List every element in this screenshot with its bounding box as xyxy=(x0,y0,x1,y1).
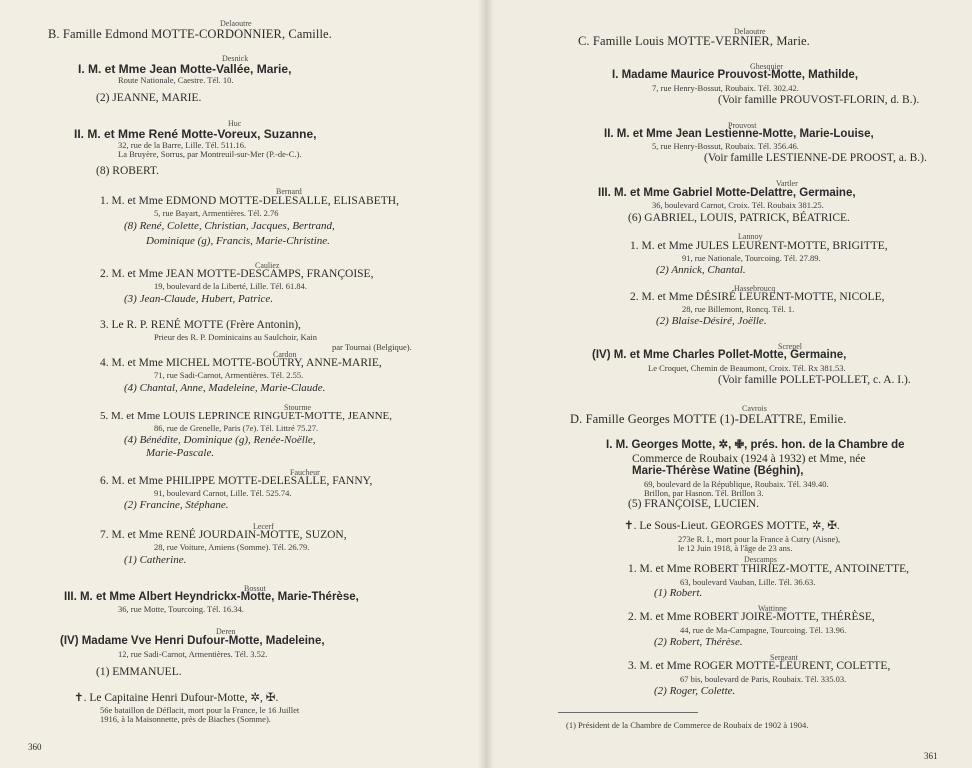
address: Route Nationale, Caestre. Tél. 10. xyxy=(118,75,234,85)
address: Prieur des R. P. Dominicains au Saulchoir, Kain xyxy=(154,332,318,342)
cross-reference: (Voir famille PROUVOST-FLORIN, d. B.). xyxy=(718,94,920,106)
memorial-note: le 12 Juin 1918, à l'âge de 23 ans. xyxy=(678,543,793,553)
address: 36, rue Motte, Tourcoing. Tél. 16.34. xyxy=(118,604,244,614)
address: Brillon, par Hasnon. Tél. Brillon 3. xyxy=(644,488,764,498)
children-list: (2) Francine, Stéphane. xyxy=(124,499,229,511)
household-name: 3. Le R. P. RENÉ MOTTE (Frère Antonin), xyxy=(100,319,301,331)
household-name: Commerce de Roubaix (1924 à 1932) et Mme, née xyxy=(632,453,866,465)
address: 36, boulevard Carnot, Croix. Tél. Roubaix 381.25. xyxy=(652,200,824,210)
household-name: 1. M. et Mme EDMOND MOTTE-DELESALLE, ELISABETH, xyxy=(100,195,399,207)
maiden-name: Stourme xyxy=(284,403,312,412)
household-name: 3. M. et Mme ROGER MOTTE-LEURENT, COLETTE, xyxy=(628,660,891,672)
address: 5, rue Bayart, Armentières. Tél. 2.76 xyxy=(154,208,279,218)
address: par Tournai (Belgique). xyxy=(332,342,412,352)
household-name: 4. M. et Mme MICHEL MOTTE-BOUTRY, ANNE-MARIE, xyxy=(100,357,382,369)
book-gutter xyxy=(478,0,494,768)
maiden-name: Screpel xyxy=(778,342,802,351)
address: 7, rue Henry-Bossut, Roubaix. Tél. 302.42. xyxy=(652,83,799,93)
footnote: (1) Président de la Chambre de Commerce de Roubaix de 1902 à 1904. xyxy=(566,720,809,730)
children-list: (2) Roger, Colette. xyxy=(654,685,736,697)
household-name: Marie-Thérèse Watine (Béghin), xyxy=(632,465,804,477)
children-list: (2) JEANNE, MARIE. xyxy=(96,92,202,104)
memorial-note: 273e R. I., mort pour la France à Cutry (Aisne), xyxy=(678,534,841,544)
maiden-name: Bossut xyxy=(244,584,266,593)
maiden-name: Faucheur xyxy=(290,468,320,477)
footnote-rule xyxy=(558,712,698,713)
address: 32, rue de la Barre, Lille. Tél. 511.16. xyxy=(118,140,247,150)
maiden-name: Lecerf xyxy=(253,522,274,531)
children-list: Marie-Pascale. xyxy=(146,447,215,459)
maiden-name: Wattinne xyxy=(758,604,787,613)
memorial-note: 56e bataillon de Déflacit, mort pour la France, le 16 Juillet xyxy=(100,705,300,715)
maiden-name: Descamps xyxy=(744,555,777,564)
maiden-name: Sergeant xyxy=(770,653,798,662)
children-list: (8) ROBERT. xyxy=(96,165,159,177)
household-name: I. Madame Maurice Prouvost-Motte, Mathilde, xyxy=(612,69,859,81)
page-number: 360 xyxy=(28,742,42,752)
household-name: 6. M. et Mme PHILIPPE MOTTE-DELESALLE, FANNY, xyxy=(100,475,373,487)
children-list: (1) Catherine. xyxy=(124,554,187,566)
address: Le Croquet, Chemin de Beaumont, Croix. Tél. Rx 381.53. xyxy=(648,363,846,373)
memorial-note: 1916, à la Maisonnette, près de Biaches (Somme). xyxy=(100,714,271,724)
maiden-name: Vartler xyxy=(776,179,798,188)
maiden-name: Delaoutre xyxy=(734,27,766,36)
address: 71, rue Sadi-Carnot, Armentières. Tél. 2.55. xyxy=(154,370,304,380)
address: 12, rue Sadi-Carnot, Armentières. Tél. 3.52. xyxy=(118,649,268,659)
maiden-name: Delaoutre xyxy=(220,19,252,28)
cross-reference: (Voir famille POLLET-POLLET, c. A. I.). xyxy=(718,374,911,386)
family-heading: C. Famille Louis MOTTE-VERNIER, Marie. xyxy=(578,34,810,48)
household-name: III. M. et Mme Gabriel Motte-Delattre, Germaine, xyxy=(598,187,856,199)
address: 5, rue Henry-Bossut, Roubaix. Tél. 356.46. xyxy=(652,141,799,151)
maiden-name: Cardon xyxy=(273,350,297,359)
maiden-name: Desnick xyxy=(222,54,249,63)
page-number: 361 xyxy=(924,751,938,761)
maiden-name: Lannoy xyxy=(738,232,763,241)
children-list: (2) Blaise-Désiré, Joëlle. xyxy=(656,315,767,327)
address: 28, rue Voiture, Amiens (Somme). Tél. 26.79. xyxy=(154,542,310,552)
family-heading: D. Famille Georges MOTTE (1)-DELATTRE, Emilie. xyxy=(570,412,847,426)
children-list: (6) GABRIEL, LOUIS, PATRICK, BÉATRICE. xyxy=(628,212,850,224)
children-list: (1) Robert. xyxy=(654,587,703,599)
maiden-name: Bernard xyxy=(276,187,302,196)
household-name: 2. M. et Mme JEAN MOTTE-DESCAMPS, FRANÇOISE, xyxy=(100,268,374,280)
right-page xyxy=(486,0,972,768)
children-list: (4) Bénédite, Dominique (g), Renée-Noëlle, xyxy=(124,434,316,446)
children-list: (2) Annick, Chantal. xyxy=(656,264,746,276)
address: 44, rue de Ma-Campagne, Tourcoing. Tél. 13.96. xyxy=(680,625,847,635)
maiden-name: Cauliez xyxy=(255,261,280,270)
household-name: 1. M. et Mme JULES LEURENT-MOTTE, BRIGITTE, xyxy=(630,240,888,252)
memorial-entry: ✝. Le Capitaine Henri Dufour-Motte, ✲, ✠. xyxy=(74,692,279,704)
household-name: I. M. Georges Motte, ✲, ✙, prés. hon. de la Chambre de xyxy=(606,439,905,451)
maiden-name: Hassebroucq xyxy=(734,284,776,293)
address: 91, boulevard Carnot, Lille. Tél. 525.74. xyxy=(154,488,292,498)
address: 28, rue Billemont, Roncq. Tél. 1. xyxy=(682,304,795,314)
address: 67 bis, boulevard de Paris, Roubaix. Tél. 335.03. xyxy=(680,674,847,684)
children-list: (3) Jean-Claude, Hubert, Patrice. xyxy=(124,293,274,305)
household-name: III. M. et Mme Albert Heyndrickx-Motte, Marie-Thérèse, xyxy=(64,591,359,603)
household-name: 2. M. et Mme DÉSIRÉ LEURENT-MOTTE, NICOLE, xyxy=(630,291,885,303)
maiden-name: Cavrois xyxy=(742,404,767,413)
cross-reference: (Voir famille LESTIENNE-DE PROOST, a. B.). xyxy=(704,152,927,164)
family-heading: B. Famille Edmond MOTTE-CORDONNIER, Camille. xyxy=(48,27,332,41)
address: 63, boulevard Vauban, Lille. Tél. 36.63. xyxy=(680,577,816,587)
household-name: 7. M. et Mme RENÉ JOURDAIN-MOTTE, SUZON, xyxy=(100,529,347,541)
household-name: II. M. et Mme René Motte-Voreux, Suzanne, xyxy=(74,127,317,141)
address: 91, rue Nationale, Tourcoing. Tél. 27.89. xyxy=(682,253,821,263)
household-name: II. M. et Mme Jean Lestienne-Motte, Marie-Louise, xyxy=(604,128,874,140)
maiden-name: Deren xyxy=(216,627,236,636)
children-list: Dominique (g), Francis, Marie-Christine. xyxy=(146,235,330,247)
children-list: (5) FRANÇOISE, LUCIEN. xyxy=(628,498,759,510)
household-name: 1. M. et Mme ROBERT THIRIEZ-MOTTE, ANTOINETTE, xyxy=(628,563,910,575)
children-list: (1) EMMANUEL. xyxy=(96,666,182,678)
maiden-name: Prouvost xyxy=(728,121,757,130)
children-list: (4) Chantal, Anne, Madeleine, Marie-Claude. xyxy=(124,382,326,394)
memorial-entry: ✝. Le Sous-Lieut. GEORGES MOTTE, ✲, ✠. xyxy=(624,520,840,532)
maiden-name: Ghesquier xyxy=(750,62,783,71)
maiden-name: Huc xyxy=(228,119,242,128)
address: 86, rue de Grenelle, Paris (7e). Tél. Littré 75.27. xyxy=(154,423,319,433)
household-name: (IV) M. et Mme Charles Pollet-Motte, Germaine, xyxy=(592,349,847,361)
address: 69, boulevard de la République, Roubaix. Tél. 349.40. xyxy=(644,479,829,489)
household-name: 5. M. et Mme LOUIS LEPRINCE RINGUET-MOTTE, JEANNE, xyxy=(100,410,392,422)
household-name: (IV) Madame Vve Henri Dufour-Motte, Madeleine, xyxy=(60,635,325,647)
children-list: (8) René, Colette, Christian, Jacques, Bertrand, xyxy=(124,220,335,232)
household-name: I. M. et Mme Jean Motte-Vallée, Marie, xyxy=(78,62,292,76)
address: La Bruyère, Sorrus, par Montreuil-sur-Mer (P.-de-C.). xyxy=(118,149,302,159)
children-list: (2) Robert, Thérèse. xyxy=(654,636,743,648)
household-name: 2. M. et Mme ROBERT JOIRE-MOTTE, THÉRÈSE, xyxy=(628,611,875,623)
address: 19, boulevard de la Liberté, Lille. Tél. 61.84. xyxy=(154,281,308,291)
